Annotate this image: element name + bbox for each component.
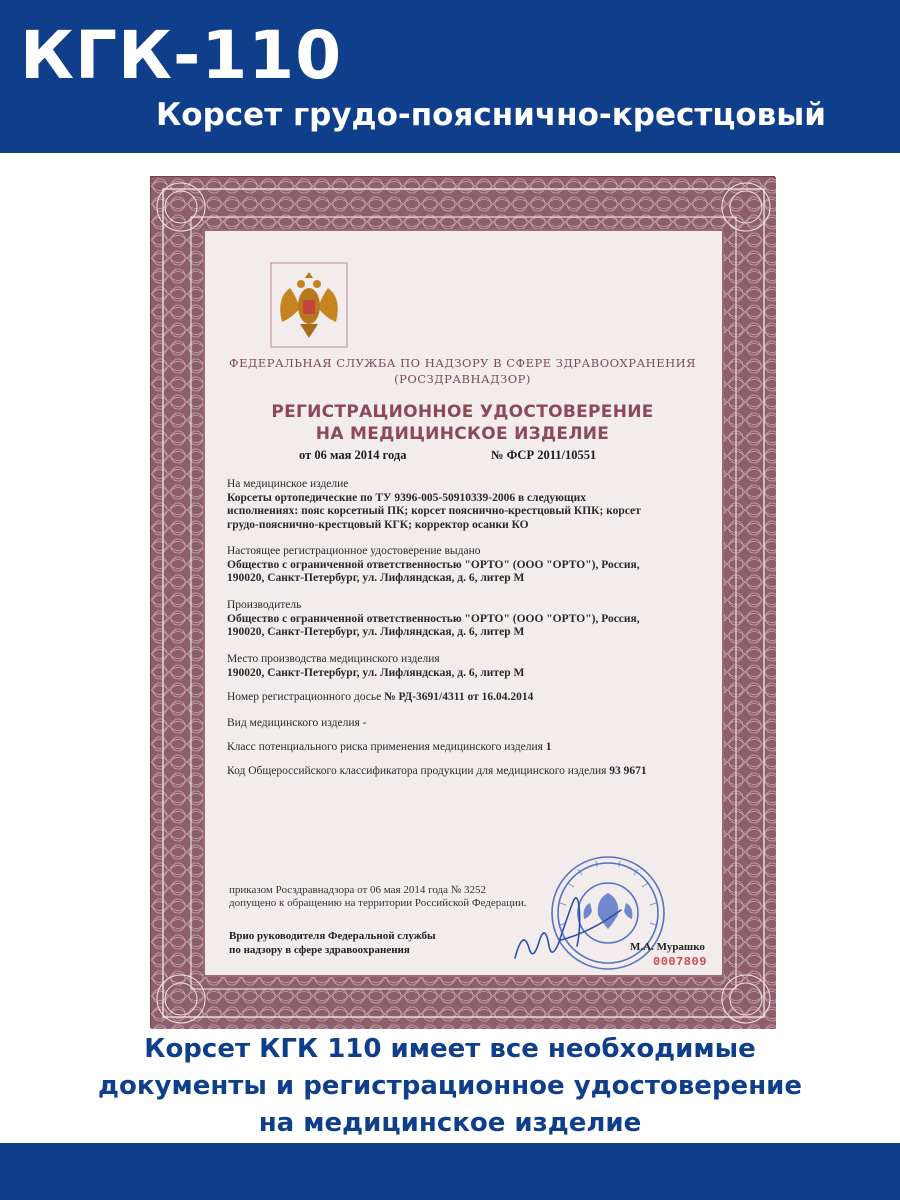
caption-line: на медицинское изделие (258, 1108, 642, 1138)
agency-abbreviation: (РОСЗДРАВНАДЗОР) (394, 372, 531, 386)
dossier-value: № РД-3691/4311 от 16.04.2014 (384, 691, 534, 703)
signer-position-line: по надзору в сфере здравоохранения (229, 944, 410, 956)
signer-position (229, 929, 509, 957)
dossier-field (227, 691, 727, 705)
order-line: допущено к обращению на территории Российской Федерации. (229, 897, 527, 909)
manufacturer-value-line: 190020, Санкт-Петербург, ул. Лифляндская, д. 6, литер М (227, 626, 525, 638)
bottom-bar (0, 1143, 900, 1200)
production-site-field (227, 653, 727, 680)
risk-class-label: Класс потенциального риска применения медицинского изделия (227, 741, 543, 753)
registration-date: от 06 мая 2014 года (299, 448, 407, 462)
registration-number: № ФСР 2011/10551 (491, 448, 597, 462)
caption-line: Корсет КГК 110 имеет все необходимые (144, 1034, 756, 1064)
issued-label: Настоящее регистрационное удостоверение выдано (227, 545, 481, 557)
issued-value-line: Общество с ограниченной ответственностью "ОРТО" (ООО "ОРТО"), Россия, (227, 558, 640, 571)
device-value-line: исполнениях: пояс корсетный ПК; корсет пояснично-крестцовый КПК; корсет (227, 505, 641, 517)
issued-field (227, 545, 727, 586)
issued-value-line: 190020, Санкт-Петербург, ул. Лифляндская, д. 6, литер М (227, 572, 525, 584)
manufacturer-field (227, 599, 727, 640)
coat-of-arms-emblem (270, 262, 348, 348)
product-code: КГК-110 (20, 17, 343, 94)
manufacturer-label: Производитель (227, 599, 302, 611)
order-line: приказом Росздравнадзора от 06 мая 2014 года № 3252 (229, 884, 487, 896)
serial-number: 0007809 (653, 955, 707, 969)
device-label: На медицинское изделие (227, 478, 349, 490)
device-value-line: грудо-пояснично-крестцовый КГК; корректор осанки КО (227, 518, 529, 531)
product-name: Корсет грудо-пояснично-крестцовый (155, 97, 826, 133)
signer-position-line: Врио руководителя Федеральной службы (229, 930, 436, 942)
dossier-label: Номер регистрационного досье (227, 691, 382, 703)
device-kind-label: Вид медицинского изделия - (227, 717, 367, 729)
certificate-title: РЕГИСТРАЦИОННОЕ УДОСТОВЕРЕНИЕ (271, 402, 654, 422)
handwritten-signature (505, 880, 635, 970)
production-site-value: 190020, Санкт-Петербург, ул. Лифляндская, д. 6, литер М (227, 666, 525, 679)
okp-code-label: Код Общероссийского классификатора продукции для медицинского изделия (227, 765, 607, 777)
device-field (227, 478, 727, 532)
device-kind-field (227, 717, 727, 731)
okp-code-value: 93 9671 (609, 765, 647, 777)
top-banner (0, 0, 900, 153)
device-value-line: Корсеты ортопедические по ТУ 9396-005-50910339-2006 в следующих (227, 491, 586, 504)
production-site-label: Место производства медицинского изделия (227, 653, 440, 665)
caption-line: документы и регистрационное удостоверение (97, 1071, 803, 1101)
certificate-subtitle: НА МЕДИЦИНСКОЕ ИЗДЕЛИЕ (315, 424, 610, 444)
okp-code-field (227, 765, 727, 779)
manufacturer-value-line: Общество с ограниченной ответственностью "ОРТО" (ООО "ОРТО"), Россия, (227, 612, 640, 625)
signer-name: М.А. Мурашко (630, 941, 705, 953)
risk-class-value: 1 (545, 741, 552, 753)
agency-name: ФЕДЕРАЛЬНАЯ СЛУЖБА ПО НАДЗОРУ В СФЕРЕ ЗДРАВООХРАНЕНИЯ (229, 356, 696, 370)
caption-text (0, 1031, 900, 1142)
risk-class-field (227, 741, 727, 755)
